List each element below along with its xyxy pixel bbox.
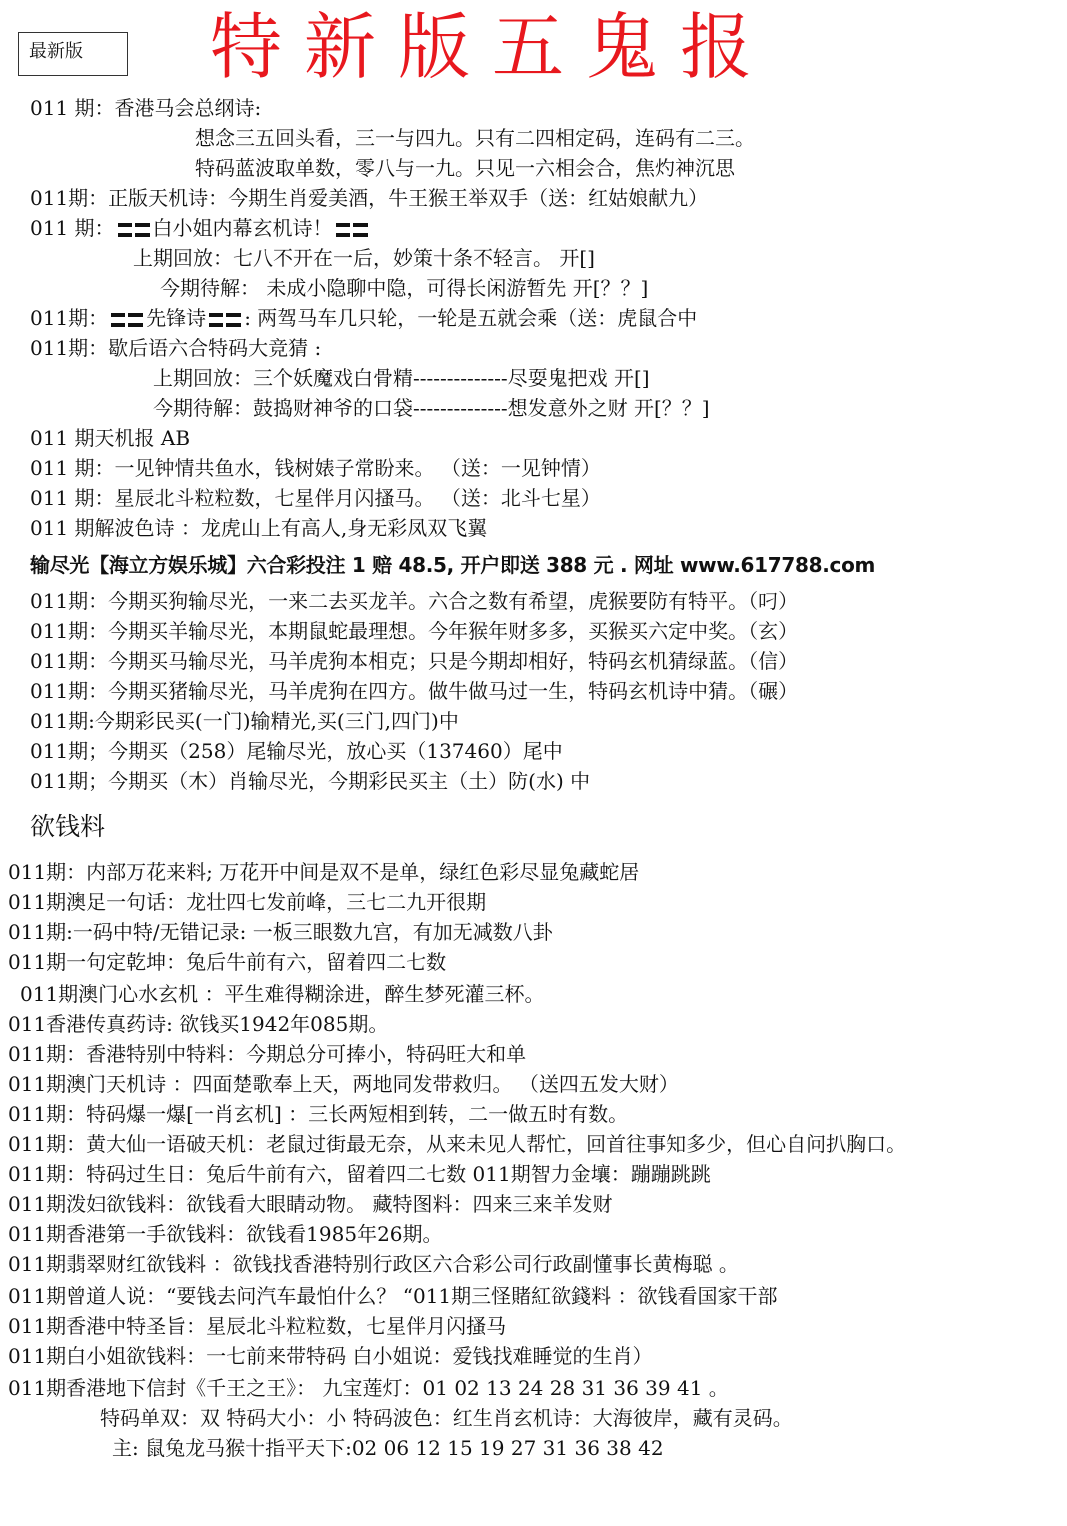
line-text: 011期香港地下信封《千王之王》： 九宝莲灯：01 02 13 24 28 31 36 39 41 。	[8, 1376, 729, 1400]
line-text: 011 期：香港马会总纲诗:	[30, 96, 262, 120]
text-line	[8, 1010, 388, 1038]
line-text: 011期：歇后语六合特码大竞猜 :	[30, 336, 322, 360]
text-line	[8, 1040, 526, 1068]
line-text: 输尽光【海立方娱乐城】六合彩投注 1 赔 48.5, 开户即送 388 元 . 网址 www.617788.com	[30, 553, 876, 577]
line-text: 011期:今期彩民买(一门)输精光,买(三门,四门)中	[30, 709, 459, 733]
text-line	[30, 214, 371, 242]
text-line	[30, 304, 697, 332]
line-text: 011 期：星辰北斗粒粒数，七星伴月闪搔马。 （送：北斗七星）	[30, 486, 601, 510]
text-line	[8, 918, 553, 946]
line-text: 011期澳足一句话：龙壮四七发前峰，三七二九开很期	[8, 890, 487, 914]
text-line	[8, 1220, 443, 1248]
text-line	[112, 1434, 664, 1462]
text-line	[153, 364, 650, 392]
text-line	[8, 1282, 778, 1310]
line-text: 特码单双：双 特码大小：小 特码波色：红生肖玄机诗：大海彼岸，藏有灵码。	[100, 1406, 793, 1430]
text-line	[8, 1160, 711, 1188]
line-text: 011期：今期买猪输尽光，马羊虎狗在四方。做牛做马过一生，特码玄机诗中猜。（碾）	[30, 679, 799, 703]
line-text: 011期澳门心水玄机 ：平生难得糊涂进，醉生梦死灌三杯。	[20, 982, 545, 1006]
double-bar-icon	[209, 313, 241, 327]
line-text: 今期待解： 未成小隐聊中隐，可得长闲游暂先 开[？？]	[160, 276, 649, 300]
text-line	[8, 1190, 613, 1218]
ad-banner-line	[30, 551, 875, 579]
text-line	[153, 394, 710, 422]
text-line	[30, 184, 708, 212]
line-text: 011香港传真药诗: 欲钱买1942年085期。	[8, 1012, 389, 1036]
text-line	[100, 1404, 793, 1432]
line-text: 011期：特码爆一爆[一肖玄机] ：三长两短相到转，二一做五时有数。	[8, 1102, 629, 1126]
text-line	[195, 124, 755, 152]
text-line	[8, 1100, 628, 1128]
text-line	[30, 617, 798, 645]
line-text: 上期回放：七八不开在一后，妙策十条不轻言。 开[]	[133, 246, 595, 270]
line-text: 011期：特码过生日：兔后牛前有六，留着四二七数 011期智力金壤：蹦蹦跳跳	[8, 1162, 711, 1186]
line-text: 011期:一码中特/无错记录: 一板三眼数九宫，有加无减数八卦	[8, 920, 553, 944]
line-text: 011期：正版天机诗：今期生肖爱美酒，牛王猴王举双手（送：红姑娘献九）	[30, 186, 709, 210]
text-line	[8, 1312, 506, 1340]
text-line	[30, 677, 798, 705]
line-text: 011期；今期买（木）肖输尽光，今期彩民买主（土）防(水) 中	[30, 769, 591, 793]
line-text: 白小姐内幕玄机诗！	[152, 216, 333, 240]
text-line	[133, 244, 595, 272]
text-line	[8, 1130, 906, 1158]
text-line	[30, 737, 563, 765]
text-line	[30, 587, 798, 615]
line-text: 先锋诗	[146, 306, 207, 330]
text-line	[8, 1070, 679, 1098]
line-text: 今期待解：鼓捣财神爷的口袋--------------想发意外之财 开[？？]	[153, 396, 710, 420]
line-text: 011 期：一见钟情共鱼水，钱树婊子常盼来。 （送：一见钟情）	[30, 456, 601, 480]
line-text: 011期香港第一手欲钱料：欲钱看1985年26期。	[8, 1222, 443, 1246]
text-line	[8, 858, 639, 886]
line-text: 011期：黄大仙一语破天机：老鼠过街最无奈，从来未见人帮忙，回首往事知多少，但心自问扒胸口。	[8, 1132, 907, 1156]
double-bar-icon	[111, 313, 143, 327]
line-text: 011期白小姐欲钱料：一七前来带特码 白小姐说：爱钱找难睡觉的生肖）	[8, 1344, 653, 1368]
line-text: 011期香港中特圣旨：星辰北斗粒粒数，七星伴月闪搔马	[8, 1314, 507, 1338]
text-line	[30, 424, 190, 452]
text-line	[30, 707, 459, 735]
line-text: 011期：内部万花来料; 万花开中间是双不是单，绿红色彩尽显兔藏蛇居	[8, 860, 640, 884]
line-text: 011期翡翠财红欲钱料 ：欲钱找香港特别行政区六合彩公司行政副懂事长黄梅聪 。	[8, 1252, 739, 1276]
line-text: 011期：今期买狗输尽光，一来二去买龙羊。六合之数有希望，虎猴要防有特平。（叼）	[30, 589, 799, 613]
line-text: 011期一句定乾坤：兔后牛前有六，留着四二七数	[8, 950, 447, 974]
double-bar-icon	[336, 223, 368, 237]
line-text: 011 期：	[30, 216, 115, 240]
double-bar-icon	[118, 223, 150, 237]
text-line	[8, 1342, 653, 1370]
line-text: : 两驾马车几只轮，一轮是五就会乘（送：虎鼠合中	[244, 306, 698, 330]
text-line	[8, 1374, 729, 1402]
line-text: 想念三五回头看，三一与四九。只有二四相定码，连码有二三。	[195, 126, 755, 150]
text-line	[20, 980, 545, 1008]
line-text: 欲钱料	[30, 812, 106, 841]
line-text: 011 期解波色诗 ：龙虎山上有高人,身无彩凤双飞翼	[30, 516, 488, 540]
text-line	[30, 514, 487, 542]
text-line	[30, 454, 601, 482]
text-line	[30, 767, 590, 795]
line-text: 主: 鼠兔龙马猴十指平天下:02 06 12 15 19 27 31 36 38 42	[112, 1436, 664, 1460]
text-line	[30, 647, 798, 675]
line-text: 011期；今期买（258）尾输尽光，放心买（137460）尾中	[30, 739, 563, 763]
page-title: 特新版五鬼报	[210, 5, 775, 89]
text-line	[195, 154, 735, 182]
text-line	[8, 1250, 739, 1278]
line-text: 特码蓝波取单数，零八与一九。只见一六相会合，焦灼神沉思	[195, 156, 735, 180]
text-line	[8, 948, 446, 976]
line-text: 011期：今期买羊输尽光，本期鼠蛇最理想。今年猴年财多多，买猴买六定中奖。（玄）	[30, 619, 799, 643]
line-text: 011期：香港特别中特料：今期总分可捧小，特码旺大和单	[8, 1042, 527, 1066]
line-text: 011 期天机报 AB	[30, 426, 191, 450]
text-line	[160, 274, 648, 302]
line-text: 011期泼妇欲钱料：欲钱看大眼睛动物。 藏特图料：四来三来羊发财	[8, 1192, 613, 1216]
text-line	[30, 484, 601, 512]
text-line	[30, 94, 261, 122]
line-text: 011期曾道人说：“要钱去问汽车最怕什么？ “011期三怪賭紅欲錢料 ：欲钱看国家干部	[8, 1284, 778, 1308]
line-text: 011期澳门天机诗 ：四面楚歌奉上天，两地同发带救归。 （送四五发大财）	[8, 1072, 679, 1096]
text-line	[8, 888, 486, 916]
line-text: 011期：	[30, 306, 109, 330]
edition-badge: 最新版	[18, 32, 128, 76]
text-line	[30, 334, 321, 362]
line-text: 上期回放：三个妖魔戏白骨精--------------尽耍鬼把戏 开[]	[153, 366, 650, 390]
line-text: 011期：今期买马输尽光，马羊虎狗本相克；只是今期却相好，特码玄机猜绿蓝。（信）	[30, 649, 799, 673]
section-heading	[30, 810, 105, 844]
